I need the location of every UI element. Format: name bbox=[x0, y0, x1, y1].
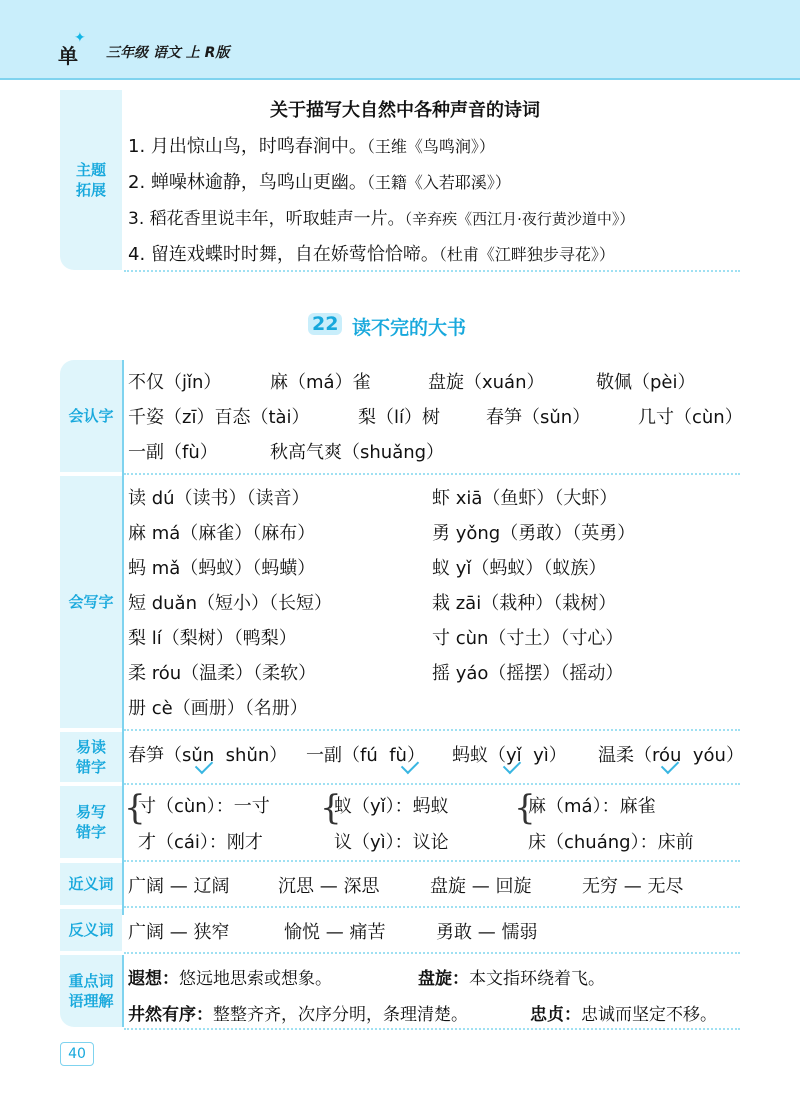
easy-write-item: 床（chuáng）：床前 bbox=[528, 832, 694, 853]
key-word-item: 井然有序：整整齐齐，次序分明，条理清楚。 bbox=[128, 1005, 468, 1025]
brace-icon: { bbox=[320, 788, 342, 828]
synonym-item: 无穷 — 无尽 bbox=[582, 876, 684, 897]
write-item: 蚂 mǎ（蚂蚁）（蚂蟥） bbox=[128, 558, 316, 579]
easy-write-item: 寸（cùn）：一寸 bbox=[138, 796, 270, 817]
divider bbox=[124, 860, 740, 862]
recognize-item: 盘旋（xuán） bbox=[428, 372, 545, 393]
poem-line-3: 3. 稻花香里说丰年，听取蛙声一片。（辛弃疾《西江月·夜行黄沙道中》） bbox=[128, 209, 635, 229]
easy-read-item: 一副（fú fù） bbox=[306, 745, 425, 766]
recognize-item: 敬佩（pèi） bbox=[596, 372, 696, 393]
write-item: 蚁 yǐ（蚂蚁）（蚁族） bbox=[432, 558, 607, 579]
easy-write-label: 易写 错字 bbox=[60, 786, 122, 858]
divider bbox=[124, 473, 740, 475]
poem-section-title: 关于描写大自然中各种声音的诗词 bbox=[270, 100, 540, 121]
write-item: 栽 zāi（栽种）（栽树） bbox=[432, 593, 617, 614]
antonym-item: 愉悦 — 痛苦 bbox=[284, 922, 386, 943]
divider bbox=[124, 783, 740, 785]
write-item: 勇 yǒng（勇敢）（英勇） bbox=[432, 523, 636, 544]
write-item: 柔 róu（温柔）（柔软） bbox=[128, 663, 317, 684]
brace-icon: { bbox=[124, 788, 146, 828]
page-header bbox=[0, 0, 800, 80]
write-item: 寸 cùn（寸土）（寸心） bbox=[432, 628, 624, 649]
recognize-item: 不仅（jǐn） bbox=[128, 372, 222, 393]
write-item: 短 duǎn（短小）（长短） bbox=[128, 593, 332, 614]
recognize-item: 梨（lí）树 bbox=[358, 407, 441, 428]
antonyms-label: 反义词 bbox=[60, 909, 122, 951]
divider bbox=[124, 729, 740, 731]
recognize-label: 会认字 bbox=[60, 360, 122, 472]
poem-line-2: 2. 蝉噪林逾静，鸟鸣山更幽。（王籍《入若耶溪》） bbox=[128, 172, 511, 193]
write-label: 会写字 bbox=[60, 476, 122, 728]
theme-sidebar-label: 主题 拓展 bbox=[60, 90, 122, 270]
synonym-item: 盘旋 — 回旋 bbox=[430, 876, 532, 897]
recognize-item: 秋高气爽（shuǎng） bbox=[270, 442, 445, 463]
recognize-item: 春笋（sǔn） bbox=[486, 407, 591, 428]
poem-line-4: 4. 留连戏蝶时时舞，自在娇莺恰恰啼。（杜甫《江畔独步寻花》） bbox=[128, 244, 615, 265]
key-word-item: 遐想：悠远地思索或想象。 bbox=[128, 969, 332, 989]
recognize-item: 一副（fù） bbox=[128, 442, 218, 463]
write-item: 梨 lí（梨树）（鸭梨） bbox=[128, 628, 297, 649]
antonym-item: 勇敢 — 懦弱 bbox=[436, 922, 538, 943]
key-word-item: 盘旋：本文指环绕着飞。 bbox=[418, 969, 605, 989]
easy-write-item: 蚁（yǐ）：蚂蚁 bbox=[334, 796, 449, 817]
divider bbox=[124, 952, 740, 954]
grade-label: 三年级 语文 上 R版 bbox=[106, 45, 230, 61]
divider bbox=[124, 1028, 740, 1030]
write-item: 册 cè（画册）（名册） bbox=[128, 698, 308, 719]
table-left-border bbox=[122, 360, 124, 915]
key-words-label: 重点词 语理解 bbox=[60, 955, 122, 1027]
write-item: 读 dú（读书）（读音） bbox=[128, 488, 310, 509]
easy-read-item: 温柔（róu yóu） bbox=[598, 745, 744, 766]
recognize-item: 麻（má）雀 bbox=[270, 372, 371, 393]
write-item: 虾 xiā（鱼虾）（大虾） bbox=[432, 488, 618, 509]
table-left-border bbox=[122, 955, 124, 1027]
lesson-number: 22 bbox=[308, 313, 342, 335]
key-word-item: 忠贞：忠诚而坚定不移。 bbox=[530, 1005, 717, 1025]
book-logo: 单 ✦ bbox=[58, 30, 84, 68]
easy-write-item: 才（cái）：刚才 bbox=[138, 832, 263, 853]
write-item: 麻 má（麻雀）（麻布） bbox=[128, 523, 316, 544]
lesson-title: 读不完的大书 bbox=[352, 317, 467, 339]
antonym-item: 广阔 — 狭窄 bbox=[128, 922, 230, 943]
recognize-item: 千姿（zī）百态（tài） bbox=[128, 407, 310, 428]
recognize-item: 几寸（cùn） bbox=[638, 407, 743, 428]
synonym-item: 广阔 — 辽阔 bbox=[128, 876, 230, 897]
brace-icon: { bbox=[514, 788, 536, 828]
divider bbox=[124, 906, 740, 908]
write-item: 摇 yáo（摇摆）（摇动） bbox=[432, 663, 624, 684]
easy-write-item: 麻（má）：麻雀 bbox=[528, 796, 656, 817]
synonyms-label: 近义词 bbox=[60, 863, 122, 905]
easy-write-item: 议（yì）：议论 bbox=[334, 832, 449, 853]
easy-read-item: 春笋（sǔn shǔn） bbox=[128, 745, 288, 766]
divider bbox=[124, 270, 740, 272]
easy-read-item: 蚂蚁（yǐ yì） bbox=[452, 745, 567, 766]
easy-read-label: 易读 错字 bbox=[60, 732, 122, 782]
poem-line-1: 1. 月出惊山鸟，时鸣春涧中。（王维《鸟鸣涧》） bbox=[128, 136, 495, 157]
synonym-item: 沉思 — 深思 bbox=[278, 876, 380, 897]
page-number: 40 bbox=[60, 1042, 94, 1066]
